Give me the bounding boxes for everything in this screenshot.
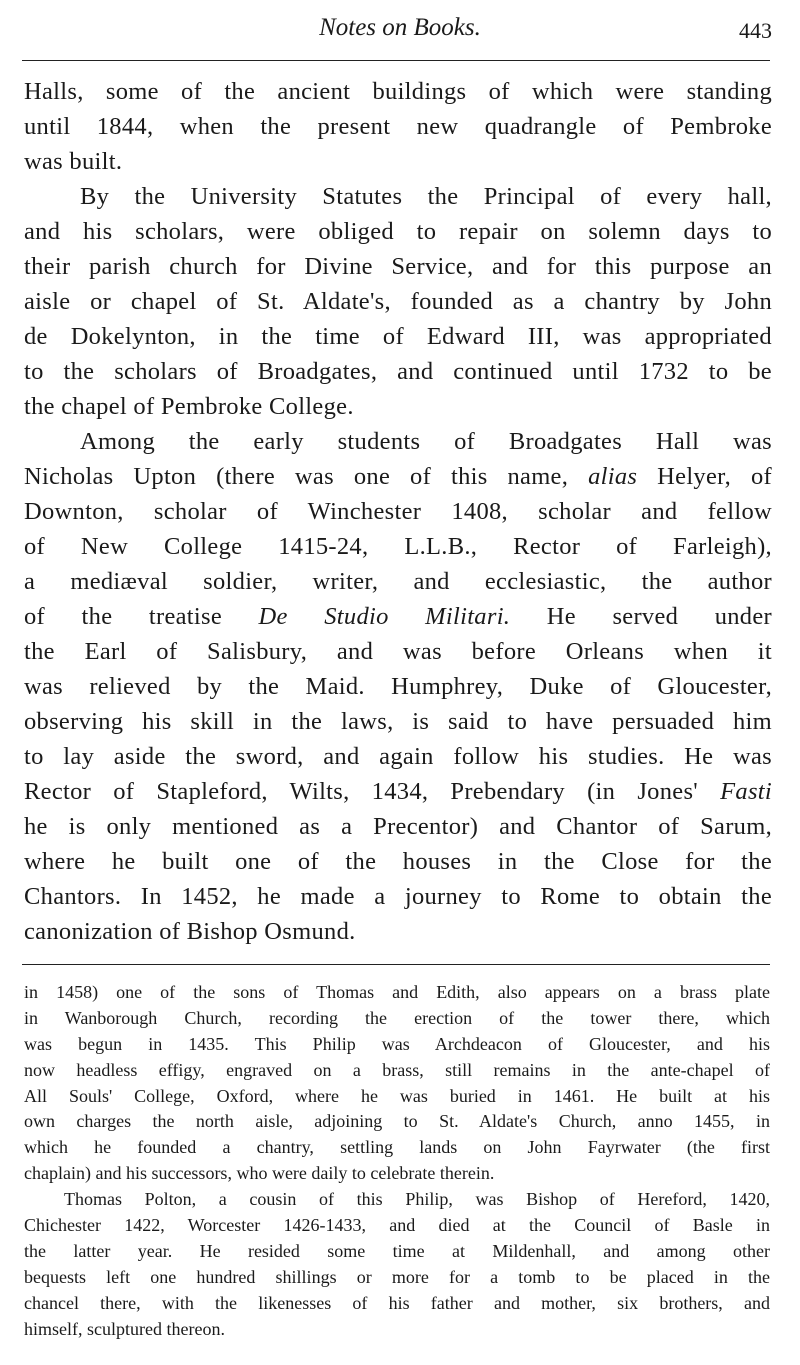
text-line: of New College 1415-24, L.L.B., Rector of Farleigh), — [24, 533, 772, 560]
footnote-line: which he founded a chantry, settling lands on John Fayrwater (the first — [24, 1137, 770, 1158]
text-line: to the scholars of Broadgates, and continued until 1732 to be — [24, 358, 772, 385]
text-line: Rector of Stapleford, Wilts, 1434, Prebendary (in Jones' Fasti — [24, 778, 772, 805]
text-line: Downton, scholar of Winchester 1408, scholar and fellow — [24, 498, 772, 525]
text-line: was built. — [24, 148, 123, 175]
text-line: where he built one of the houses in the Close for the — [24, 848, 772, 875]
footnote-rule — [22, 964, 770, 965]
footnote-line: Thomas Polton, a cousin of this Philip, was Bishop of Hereford, 1420, — [64, 1189, 770, 1210]
text-line: By the University Statutes the Principal of every hall, — [80, 183, 772, 210]
text-line: Among the early students of Broadgates Hall was — [80, 428, 772, 455]
text-line: of the treatise De Studio Militari. He served under — [24, 603, 772, 630]
header-rule — [22, 60, 770, 61]
text-line: their parish church for Divine Service, and for this purpose an — [24, 253, 772, 280]
footnote-line: chaplain) and his successors, who were daily to celebrate therein. — [24, 1163, 495, 1184]
footnote-line: in 1458) one of the sons of Thomas and Edith, also appears on a brass plate — [24, 982, 770, 1002]
footnote-line: himself, sculptured thereon. — [24, 1318, 225, 1339]
footnote — [24, 980, 770, 1342]
text-line: Nicholas Upton (there was one of this name, alias Helyer, of — [24, 463, 772, 490]
text-line: aisle or chapel of St. Aldate's, founded as a chantry by John — [24, 288, 772, 315]
footnote-line: the latter year. He resided some time at Mildenhall, and among other — [24, 1240, 770, 1261]
text-line: canonization of Bishop Osmund. — [24, 918, 356, 945]
text-line: until 1844, when the present new quadrangle of Pembroke — [24, 113, 772, 140]
text-line: was relieved by the Maid. Humphrey, Duke of Gloucester, — [24, 673, 772, 700]
footnote-line: was begun in 1435. This Philip was Archdeacon of Gloucester, and his — [24, 1033, 770, 1054]
text-line: the Earl of Salisbury, and was before Orleans when it — [24, 638, 772, 665]
running-title: Notes on Books. — [319, 14, 481, 41]
text-line: he is only mentioned as a Precentor) and Chantor of Sarum, — [24, 813, 772, 840]
main-text — [24, 74, 772, 949]
text-line: a mediæval soldier, writer, and ecclesiastic, the author — [24, 568, 772, 595]
italic-text: De Studio Militari. — [258, 603, 511, 630]
footnote-line: chancel there, with the likenesses of his father and mother, six brothers, and — [24, 1292, 770, 1313]
text-line: Chantors. In 1452, he made a journey to Rome to obtain the — [24, 883, 772, 910]
footnote-line: bequests left one hundred shillings or more for a tomb to be placed in the — [24, 1266, 770, 1287]
text-line: and his scholars, were obliged to repair on solemn days to — [24, 218, 772, 245]
italic-text: Fasti — [720, 778, 772, 805]
page-number: 443 — [739, 18, 772, 43]
footnote-line: All Souls' College, Oxford, where he was buried in 1461. He built at his — [24, 1085, 770, 1106]
footnote-line: own charges the north aisle, adjoining to St. Aldate's Church, anno 1455, in — [24, 1111, 770, 1132]
text-line: de Dokelynton, in the time of Edward III, was appropriated — [24, 323, 772, 350]
italic-text: alias — [588, 463, 638, 490]
text-line: the chapel of Pembroke College. — [24, 393, 354, 420]
footnote-line: now headless effigy, engraved on a brass, still remains in the ante-chapel of — [24, 1059, 770, 1080]
footnote-line: in Wanborough Church, recording the erection of the tower there, which — [24, 1007, 770, 1028]
footnote-line: Chichester 1422, Worcester 1426-1433, and died at the Council of Basle in — [24, 1215, 770, 1236]
text-line: to lay aside the sword, and again follow his studies. He was — [24, 743, 772, 770]
text-line: Halls, some of the ancient buildings of which were standing — [24, 78, 772, 105]
text-line: observing his skill in the laws, is said to have persuaded him — [24, 708, 772, 735]
